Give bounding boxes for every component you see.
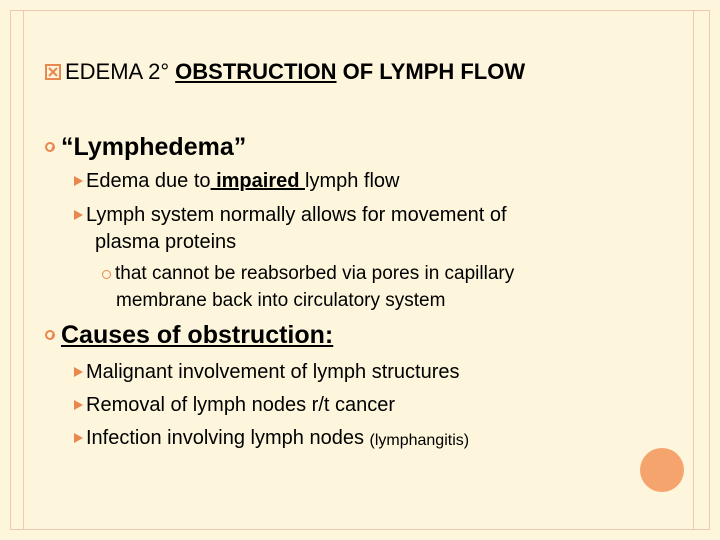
section2-heading: Causes of obstruction: <box>61 321 334 349</box>
small-circle-bullet-icon <box>102 270 111 279</box>
triangle-bullet-icon <box>74 176 83 186</box>
sub-list-item <box>102 261 514 287</box>
item1-before: Edema due to <box>86 170 211 192</box>
list-item <box>74 202 507 228</box>
title-underlined: OBSTRUCTION <box>175 59 337 84</box>
triangle-bullet-icon <box>74 367 83 377</box>
cause-item-3: Infection involving lymph nodes <box>86 427 370 449</box>
list-item <box>74 359 460 385</box>
cause-item-2: Removal of lymph nodes r/t cancer <box>86 394 396 416</box>
item1-underlined: impaired <box>210 170 306 192</box>
frame-line-right <box>693 10 694 529</box>
cause-item-1: Malignant involvement of lymph structures <box>86 361 460 383</box>
list-item <box>74 392 395 418</box>
section1-heading: “Lymphedema” <box>61 133 247 161</box>
circle-bullet-icon <box>45 330 55 340</box>
subitem-line1: that cannot be reabsorbed via pores in capillary <box>115 263 515 284</box>
decorative-circle <box>640 448 684 492</box>
cause-item-3-suffix: (lymphangitis) <box>369 432 470 449</box>
triangle-bullet-icon <box>74 433 83 443</box>
section2-heading-row <box>45 320 333 350</box>
slide-title <box>45 58 525 86</box>
checkbox-x-icon <box>45 64 61 80</box>
list-item <box>74 168 400 194</box>
title-suffix: OF LYMPH FLOW <box>336 59 526 84</box>
list-item <box>74 425 469 454</box>
item2-line2: plasma proteins <box>95 231 237 253</box>
triangle-bullet-icon <box>74 210 83 220</box>
triangle-bullet-icon <box>74 400 83 410</box>
circle-bullet-icon <box>45 142 55 152</box>
frame-line-left <box>23 10 24 529</box>
subitem-line2: membrane back into circulatory system <box>116 290 446 311</box>
title-prefix: EDEMA 2° <box>65 59 170 84</box>
item2-line1: Lymph system normally allows for movement of <box>86 204 507 226</box>
list-item-continuation <box>95 229 236 255</box>
sub-list-item-continuation <box>116 288 445 314</box>
item1-after: lymph flow <box>305 170 400 192</box>
section1-heading-row <box>45 133 246 161</box>
